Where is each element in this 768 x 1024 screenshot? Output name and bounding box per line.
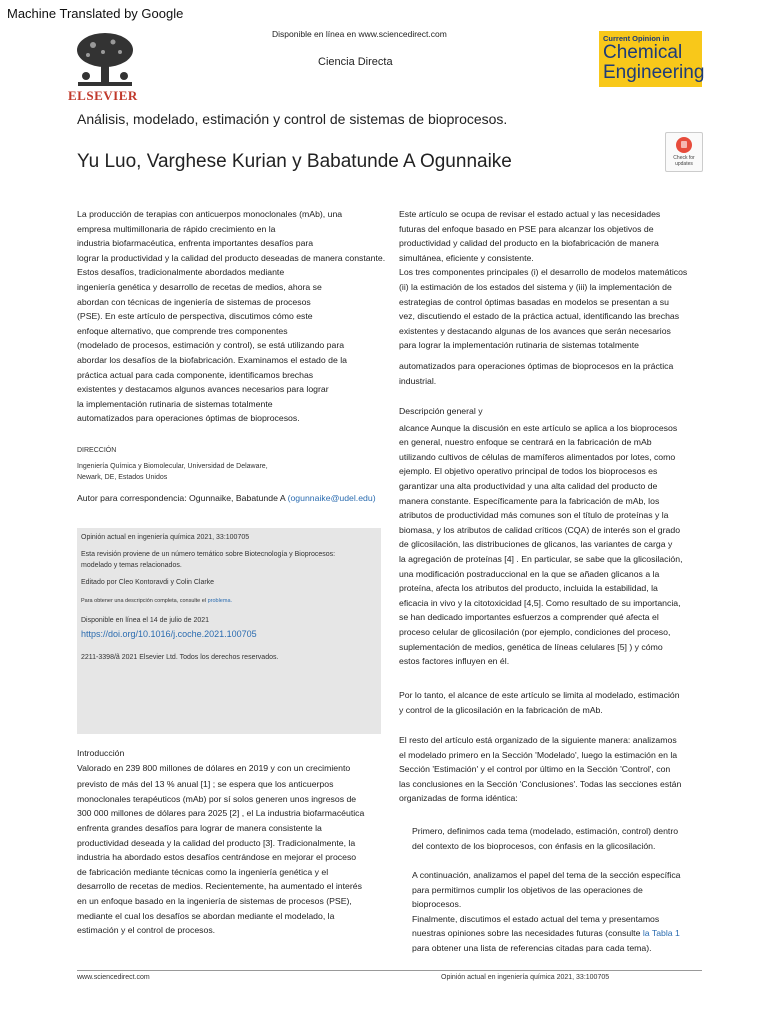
journal-line-3: Engineering — [603, 62, 705, 83]
overview-heading: Descripción general y — [399, 406, 483, 416]
infobox-review-2: modelado y temas relacionados. — [81, 562, 182, 569]
rcol-line: para lograr la implementación rutinaria de sistemas totalmente — [399, 340, 639, 351]
bookmark-icon — [676, 137, 692, 153]
journal-line-1: Current Opinion in — [603, 34, 670, 43]
rcol-line: estos factores influyen en él. — [399, 656, 510, 667]
rcol-line: las conclusiones en la Sección 'Conclusiones'. Todas las secciones están — [399, 778, 682, 789]
intro-heading: Introducción — [77, 748, 125, 758]
issue-link[interactable]: problema. — [207, 598, 233, 604]
rcol-line: industrial. — [399, 375, 437, 386]
article-info-box — [77, 528, 381, 734]
rcol-line: de glicosilación, las distribuciones de glicanos, las variantes de carga y — [399, 539, 673, 550]
rcol-line: eficacia in vivo y la citotoxicidad [4,5]. Como resultado de su importancia, — [399, 597, 681, 608]
rcol-line: vez, discutiendo el estado de la práctica actual, identificando las brechas — [399, 311, 680, 322]
intro-line: previsto de más del 13 % anual [1] ; se espera que los anticuerpos — [77, 779, 334, 790]
ciencia-directa-label: Ciencia Directa — [318, 56, 393, 68]
abstract-line: abordar los desafíos de la biofabricación. Examinamos el estado de la — [77, 354, 347, 365]
organization-paragraph — [399, 733, 704, 806]
correspondence-email-link[interactable]: (ogunnaike@udel.edu) — [287, 493, 376, 503]
abstract-line: la implementación rutinaria de sistemas totalmente — [77, 398, 273, 409]
rcol-line: para obtener una lista de referencias citadas para cada tema). — [412, 942, 652, 953]
affiliation-line-1: Ingeniería Química y Biomolecular, Universidad de Delaware, — [77, 463, 268, 470]
rcol-line: proceso celular de glicosilación (por ejemplo, condiciones del proceso, — [399, 626, 671, 637]
rcol-line: Sección 'Estimación' y el control por último en la Sección 'Control', con — [399, 764, 671, 775]
article-title: Análisis, modelado, estimación y control de sistemas de bioprocesos. — [77, 111, 508, 127]
rcol-line: Los tres componentes principales (i) el desarrollo de modelos matemáticos — [399, 267, 688, 278]
rcol-line: Este artículo se ocupa de revisar el estado actual y las necesidades — [399, 209, 661, 219]
journal-line-2: Chemical — [603, 42, 683, 63]
publisher-logo-text: ELSEVIER — [68, 88, 138, 103]
infobox-edited: Editado por Cleo Kontoravdi y Colin Clarke — [81, 579, 215, 586]
intro-line: de fabricación mediante técnicas como la ingeniería genética y el — [77, 866, 329, 877]
abstract — [77, 207, 407, 426]
correspondence — [77, 493, 376, 503]
abstract-line: enfoque alternativo, que comprende tres componentes — [77, 325, 288, 336]
affiliation-line-2: Newark, DE, Estados Unidos — [77, 474, 168, 481]
abstract-line: práctica actual para cada componente, identificamos brechas — [77, 369, 314, 380]
rcol-line: futuras del enfoque basado en PSE para alcanzar los objetivos de — [399, 223, 654, 234]
rcol-line: bioprocesos. — [412, 899, 462, 910]
right-column-para-1 — [399, 207, 704, 388]
rcol-line: Por lo tanto, el alcance de este artículo se limita al modelado, estimación — [399, 690, 680, 700]
intro-line: en un enfoque basado en la ingeniería de sistemas de procesos (PSE), — [77, 895, 352, 906]
abstract-line: (modelado de procesos, estimación y control), se está utilizando para — [77, 340, 345, 351]
scope-paragraph — [399, 688, 704, 717]
table-1-link[interactable]: la Tabla 1 — [642, 928, 680, 939]
abstract-line: ingeniería genética y desarrollo de recetas de medios, ahora se — [77, 281, 322, 292]
affiliation-label: DIRECCIÓN — [77, 447, 117, 454]
intro-line: enfrenta grandes desafíos para lograr de manera consistente la — [77, 822, 322, 833]
intro-line: estimación y el control de procesos. — [77, 925, 216, 936]
abstract-line: industria biofarmacéutica, enfrenta importantes desafíos para — [77, 238, 314, 249]
rcol-line: A continuación, analizamos el papel del tema de la sección específica — [412, 870, 681, 880]
rcol-line — [412, 926, 717, 941]
intro-line: Valorado en 239 800 millones de dólares en 2019 y con un crecimiento — [77, 762, 351, 773]
rcol-line: productividad y calidad del producto en la biofabricación de manera — [399, 238, 659, 249]
intro-line: desarrollo de recetas de medios. Recientemente, ha aumentado el interés — [77, 881, 362, 892]
check-for-updates-badge[interactable] — [665, 132, 703, 172]
rcol-line: simultánea, eficiente y consistente. — [399, 252, 534, 263]
rcol-line: en general, nuestro enfoque se centrará en la fabricación de mAb — [399, 437, 652, 448]
abstract-line: abordan con técnicas de ingeniería de sistemas de procesos — [77, 296, 311, 307]
abstract-line: (PSE). En este artículo de perspectiva, discutimos cómo este — [77, 311, 313, 322]
intro-line: industria ha abordado estos desafíos centrándose en mejorar el proceso — [77, 852, 357, 863]
rcol-line: Primero, definimos cada tema (modelado, estimación, control) dentro — [412, 826, 679, 836]
rcol-line: (ii) la estimación de los estados del sistema y (iii) la implementación de — [399, 281, 672, 292]
infobox-overview-text: Para obtener una descripción completa, consulte el — [81, 598, 208, 604]
machine-translated-banner: Machine Translated by Google — [7, 6, 184, 21]
check-line-2: updates — [675, 161, 693, 167]
rcol-line: el modelado primero en la Sección 'Modelado', luego la estimación en la — [399, 749, 678, 760]
infobox-copyright: 2211-3398/ã 2021 Elsevier Ltd. Todos los derechos reservados. — [81, 654, 279, 661]
rcol-line: para permitirnos cumplir los objetivos de las operaciones de — [412, 884, 643, 895]
rcol-line: proteína, afecta los atributos del producto, incluida la estabilidad, la — [399, 583, 658, 594]
rcol-line: se han dedicado importantes esfuerzos a comprender qué afecta el — [399, 612, 659, 623]
check-line-1: Check for — [673, 155, 695, 161]
abstract-line: La producción de terapias con anticuerpos monoclonales (mAb), una — [77, 209, 343, 219]
rcol-line: ejemplo. El objetivo operativo principal de todos los bioprocesos es — [399, 466, 658, 477]
rcol-line: suplementación de medios, genética de líneas celulares [5] ) y cómo — [399, 641, 663, 652]
rcol-line: organizadas de forma idéntica: — [399, 793, 518, 804]
infobox-review-1: Esta revisión proviene de un número temático sobre Biotecnología y Bioprocesos: — [81, 551, 336, 558]
abstract-line: lograr la productividad y la calidad del producto deseadas de manera constante. — [77, 252, 386, 263]
abstract-line: existentes y destacamos algunos avances necesarios para lograr — [77, 384, 329, 395]
rcol-line: biomasa, y los atributos de calidad críticos (CQA) de interés son el grado — [399, 524, 681, 535]
rcol-line: una modificación postraduccional en la que se añaden glicanos a la — [399, 568, 660, 579]
abstract-line: Estos desafíos, tradicionalmente abordados mediante — [77, 267, 285, 278]
abstract-line: empresa multimillonaria de rápido crecimiento en la — [77, 223, 276, 234]
intro-line: mediante el cual los desafíos se abordan mediante el modelado, la — [77, 910, 335, 921]
footer-right: Opinión actual en ingeniería química 2021, 33:100705 — [441, 974, 610, 981]
rcol-line: manera constante. Específicamente para la fabricación de mAb, los — [399, 495, 660, 506]
item3-text: nuestras opiniones sobre las necesidades futuras (consulte — [412, 928, 643, 939]
rcol-line: utilizando cultivos de células de mamíferos alimentados por lotes, como — [399, 451, 676, 462]
rcol-line: la agregación de proteínas [4] . En particular, se sabe que la glicosilación, — [399, 553, 683, 564]
correspondence-text: Autor para correspondencia: Ogunnaike, Babatunde A — [77, 493, 288, 503]
list-item-2 — [412, 868, 717, 956]
infobox-online: Disponible en línea el 14 de julio de 2021 — [81, 617, 210, 624]
footer-divider — [77, 970, 702, 971]
rcol-line: y control de la glicosilación en la fabricación de mAb. — [399, 704, 603, 715]
available-online-notice: Disponible en línea en www.sciencedirect.com — [272, 29, 447, 39]
rcol-line: estrategias de control óptimas basadas en modelos se presentan a su — [399, 296, 669, 307]
footer-left: www.sciencedirect.com — [77, 974, 150, 981]
rcol-line: Finalmente, discutimos el estado actual del tema y presentamos — [412, 913, 660, 924]
rcol-line: del contexto de los bioprocesos, con énfasis en la glicosilación. — [412, 840, 656, 851]
rcol-line: alcance Aunque la discusión en este artículo se aplica a los bioprocesos — [399, 422, 678, 433]
doi-link[interactable]: https://doi.org/10.1016/j.coche.2021.100705 — [81, 629, 257, 639]
introduction — [77, 746, 407, 938]
rcol-line: automatizados para operaciones óptimas de bioprocesos en la práctica — [399, 360, 674, 371]
affiliation — [77, 445, 268, 483]
intro-line: productividad deseada y la calidad del producto [3]. Tradicionalmente, la — [77, 837, 356, 848]
infobox-overview — [81, 598, 232, 604]
intro-line: monoclonales terapéuticos (mAb) por sí solos generen unos ingresos de — [77, 793, 357, 804]
abstract-line: automatizados para operaciones óptimas de bioprocesos. — [77, 413, 300, 424]
rcol-line: existentes y destacando algunas de los avances que serán necesarios — [399, 325, 671, 336]
list-item-1 — [412, 824, 717, 853]
article-authors: Yu Luo, Varghese Kurian y Babatunde A Ogunnaike — [77, 151, 512, 172]
overview-section — [399, 404, 704, 669]
rcol-line: El resto del artículo está organizado de la siguiente manera: analizamos — [399, 735, 677, 745]
rcol-line: garantizar una alta productividad y una alta calidad del producto de — [399, 480, 658, 491]
intro-line: 300 000 millones de dólares para 2025 [2] , el La industria biofarmacéutica — [77, 808, 365, 819]
journal-cover-logo — [599, 31, 705, 87]
rcol-line: atributos de productividad más comunes son el título de proteínas y la — [399, 510, 669, 521]
infobox-journal: Opinión actual en ingeniería química 2021, 33:100705 — [81, 534, 250, 541]
